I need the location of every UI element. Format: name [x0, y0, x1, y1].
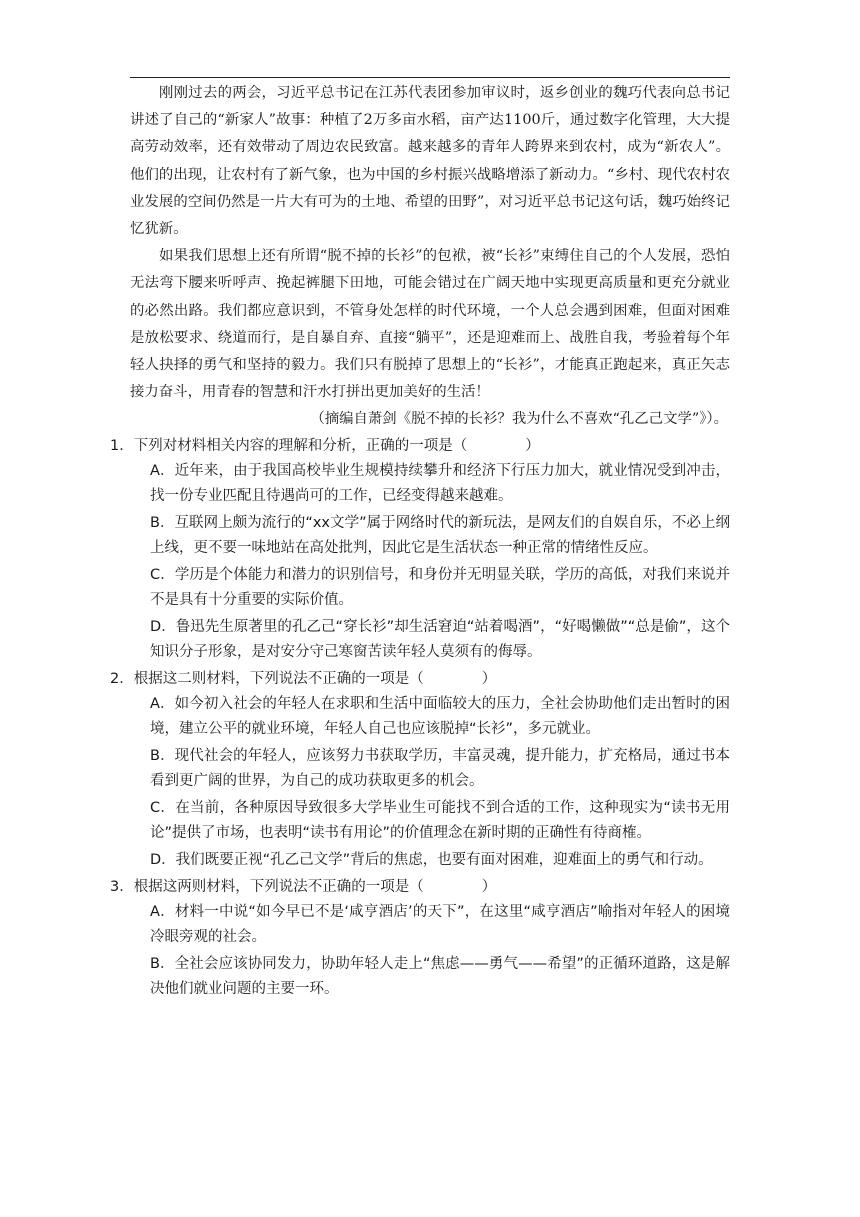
document-page	[110, 80, 730, 1004]
header-rule	[130, 77, 730, 78]
question-2-option-d: D．我们既要正视“孔乙己文学”背后的焦虑，也要有面对困难，迎难面上的勇气和行动。	[150, 851, 713, 868]
reading-material	[130, 80, 730, 434]
question-2-stem: 2．根据这二则材料，下列说法不正确的一项是（ ）	[110, 670, 497, 687]
question-2-option-b: B．现代社会的年轻人，应该努力书获取学历，丰富灵魂，提升能力，扩充格局，通过书本看到更广阔的世界，为自己的成功获取更多的机会。	[150, 747, 730, 789]
material-paragraph-1: 刚刚过去的两会，习近平总书记在江苏代表团参加审议时，返乡创业的魏巧代表向总书记讲述了自己的“新家人”故事：种植了2万多亩水稻，亩产达1100斤，通过数字化管理，大大提高劳动效率，还有效带动了周边农民致富。越来越多的青年人跨界来到农村，成为“新农人”。他们的出现，让农村有了新气象，也为中国的乡村振兴战略增添了新动力。“乡村、现代农村农业发展的空间仍然是一片大有可为的土地、希望的田野”，对习近平总书记这句话，魏巧始终记忆犹新。	[130, 85, 730, 238]
question-1-option-b: B．互联网上颇为流行的“xx文学”属于网络时代的新玩法，是网友们的自娱自乐，不必上纲上线，更不要一味地站在高处批判，因此它是生活状态一种正常的情绪性反应。	[150, 514, 730, 556]
question-2-option-a: A．如今初入社会的年轻人在求职和生活中面临较大的压力，全社会协助他们走出暂时的困境，建立公平的就业环境，年轻人自己也应该脱掉“长衫”，多元就业。	[150, 695, 730, 737]
question-3	[110, 875, 730, 1002]
material-paragraph-2: 如果我们思想上还有所谓“脱不掉的长衫”的包袱，被“长衫”束缚住自己的个人发展，恐怕无法弯下腰来听呼声、挽起裤腿下田地，可能会错过在广阔天地中实现更高质量和更充分就业的必然出路。我们都应意识到，不管身处怎样的时代环境，一个人总会遇到困难，但面对困难是放松要求、绕道而行，是自暴自弃、直接“躺平”，还是迎难而上、战胜自我，考验着每个年轻人抉择的勇气和坚持的毅力。我们只有脱掉了思想上的“长衫”，才能真正跑起来，真正矢志接力奋斗，用青春的智慧和汗水打拼出更加美好的生活！	[130, 248, 730, 401]
question-3-option-b: B．全社会应该协同发力，协助年轻人走上“焦虑——勇气——希望”的正循环道路，这是解决他们就业问题的主要一环。	[150, 955, 730, 997]
question-1-option-d: D．鲁迅先生原著里的孔乙己“穿长衫”却生活窘迫“站着喝酒”，“好喝懒做”“总是偷”，这个知识分子形象，是对安分守己寒窗苦读年轻人莫须有的侮辱。	[150, 618, 730, 660]
question-1-option-c: C．学历是个体能力和潜力的识别信号，和身份并无明显关联，学历的高低，对我们来说并不是具有十分重要的实际价值。	[150, 566, 730, 608]
material-source: （摘编自萧剑《脱不掉的长衫？我为什么不喜欢“孔乙己文学”》）。	[310, 411, 728, 428]
question-1-option-a: A．近年来，由于我国高校毕业生规模持续攀升和经济下行压力加大，就业情况受到冲击，找一份专业匹配且待遇尚可的工作，已经变得越来越难。	[150, 462, 730, 504]
question-1-stem: 1．下列对材料相关内容的理解和分析，正确的一项是（ ）	[110, 437, 540, 454]
question-3-option-a: A．材料一中说“如今早已不是‘咸亨酒店’的天下”，在这里“咸亨酒店”喻指对年轻人的困境冷眼旁观的社会。	[150, 903, 730, 945]
question-2	[110, 667, 730, 873]
question-2-option-c: C．在当前，各种原因导致很多大学毕业生可能找不到合适的工作，这种现实为“读书无用论”提供了市场，也表明“读书有用论”的价值理念在新时期的正确性有待商榷。	[150, 799, 730, 841]
question-1	[110, 434, 730, 665]
question-3-stem: 3．根据这两则材料，下列说法不正确的一项是（ ）	[110, 878, 497, 895]
